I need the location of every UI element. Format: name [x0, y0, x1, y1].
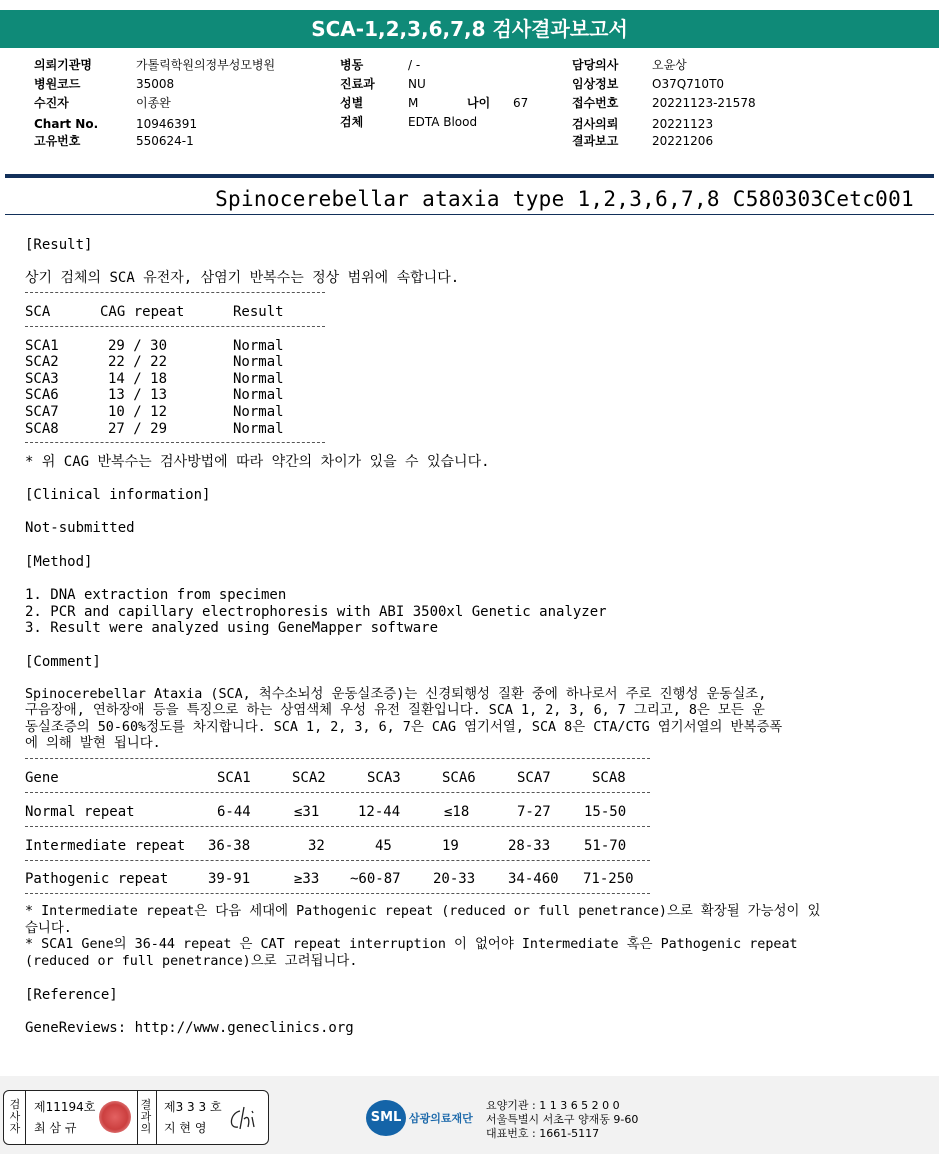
info-label: 수진자: [34, 96, 69, 110]
gene-cell: 45: [375, 838, 392, 854]
info-label: 고유번호: [34, 134, 81, 148]
info-value: 10946391: [136, 117, 198, 131]
info-value: 20221123: [652, 117, 714, 131]
result-gene: SCA7: [25, 404, 59, 420]
method-heading: [Method]: [25, 554, 93, 570]
info-value: 오윤상: [652, 58, 687, 72]
report-title: SCA-1,2,3,6,7,8 검사결과보고서: [0, 10, 939, 48]
gene-header: SCA8: [592, 770, 626, 786]
signature-box: [3, 1090, 269, 1145]
result-cag: 22 / 22: [108, 354, 168, 370]
label-char: 자: [9, 1122, 21, 1135]
result-note: * 위 CAG 반복수는 검사방법에 따라 약간의 차이가 있을 수 있습니다.: [25, 454, 490, 470]
result-status: Normal: [233, 404, 284, 420]
gene-cell: 39-91: [208, 871, 251, 887]
gene-cell: 7-27: [517, 804, 551, 820]
info-label: 검사의뢰: [572, 117, 619, 131]
info-label: 성별: [340, 96, 364, 110]
gene-cell: 15-50: [584, 804, 627, 820]
result-cag: 10 / 12: [108, 404, 168, 420]
test-title: [215, 186, 914, 212]
gene-cell: 20-33: [433, 871, 476, 887]
divider: [25, 442, 325, 443]
inspector-number: 제11194호: [34, 1100, 96, 1114]
result-gene: SCA2: [25, 354, 59, 370]
info-value: EDTA Blood: [408, 115, 478, 129]
gene-row-label: Normal repeat: [25, 804, 135, 820]
result-status: Normal: [233, 387, 284, 403]
method-line: 3. Result were analyzed using GeneMapper software: [25, 620, 439, 636]
info-value: 67: [513, 96, 529, 110]
divider: [156, 1091, 157, 1144]
info-value: 20221206: [652, 134, 714, 148]
comment-paragraph: [25, 687, 782, 753]
gene-cell: 34-460: [508, 871, 559, 887]
gene-cell: 12-44: [358, 804, 401, 820]
gene-header: SCA6: [442, 770, 476, 786]
result-gene: SCA6: [25, 387, 59, 403]
gene-header: Gene: [25, 770, 59, 786]
gene-row-label: Intermediate repeat: [25, 838, 186, 854]
label-char: 사: [9, 1110, 21, 1123]
org-info: 요양기관 : 1 1 3 6 5 2 0 0: [486, 1099, 620, 1112]
gene-cell: ≤18: [444, 804, 470, 820]
test-name: Spinocerebellar ataxia type 1,2,3,6,7,8: [215, 187, 720, 211]
gene-cell: ≤31: [294, 804, 320, 820]
clinical-text: Not-submitted: [25, 520, 135, 536]
gene-header: SCA3: [367, 770, 401, 786]
info-value: O37Q710T0: [652, 77, 725, 91]
reference-heading: [Reference]: [25, 987, 118, 1003]
divider: [25, 1091, 26, 1144]
info-value: 20221123-21578: [652, 96, 756, 110]
result-gene: SCA8: [25, 421, 59, 437]
gene-cell: ≥33: [294, 871, 320, 887]
result-cag: 29 / 30: [108, 338, 168, 354]
divider: [25, 792, 650, 793]
info-label: 병동: [340, 58, 364, 72]
org-phone: 대표번호 : 1661-5117: [486, 1127, 600, 1140]
result-cag: 13 / 13: [108, 387, 168, 403]
gene-cell: 71-250: [583, 871, 634, 887]
info-value: NU: [408, 77, 426, 91]
info-label: 담당의사: [572, 58, 619, 72]
label-char: 결: [140, 1098, 152, 1111]
gene-cell: 32: [308, 838, 325, 854]
comment-note: * SCA1 Gene의 36-44 repeat 은 CAT repeat interruption 이 없어야 Intermediate 혹은 Pathogenic repeat: [25, 937, 798, 953]
info-label: 검체: [340, 115, 364, 129]
result-status: Normal: [233, 354, 284, 370]
comment-heading: [Comment]: [25, 654, 101, 670]
signature-icon: [226, 1105, 264, 1133]
info-label: 나이: [467, 96, 491, 110]
gene-cell: 36-38: [208, 838, 251, 854]
info-value: 가톨릭학원의정부성모병원: [136, 58, 276, 72]
info-label: 의뢰기관명: [34, 58, 92, 72]
approver-name: 지 현 영: [164, 1121, 207, 1135]
info-value: 이종완: [136, 96, 171, 110]
result-gene: SCA1: [25, 338, 59, 354]
gene-header: SCA1: [217, 770, 251, 786]
org-address: 서울특별시 서초구 양재동 9-60: [486, 1113, 639, 1126]
method-line: 2. PCR and capillary electrophoresis with ABI 3500xl Genetic analyzer: [25, 604, 607, 620]
org-name: 삼광의료재단: [409, 1112, 473, 1125]
divider: [5, 214, 934, 215]
comment-notes: [25, 904, 820, 970]
label-char: 의: [140, 1122, 152, 1135]
result-heading: [Result]: [25, 237, 93, 253]
info-label: Chart No.: [34, 117, 99, 131]
comment-note: * Intermediate repeat은 다음 세대에 Pathogenic repeat (reduced or full penetrance)으로 확장될 가능성이 있: [25, 904, 821, 919]
result-summary: 상기 검체의 SCA 유전자, 삼염기 반복수는 정상 범위에 속합니다.: [25, 270, 460, 286]
test-code: C580303Cetc001: [732, 187, 914, 211]
info-label: 진료과: [340, 77, 375, 91]
method-line: 1. DNA extraction from specimen: [25, 587, 287, 603]
divider: [25, 758, 650, 759]
result-cag: 27 / 29: [108, 421, 168, 437]
info-label: 임상정보: [572, 77, 619, 91]
sml-logo-icon: SML: [366, 1100, 406, 1136]
info-value: M: [408, 96, 419, 110]
gene-cell: ~60-87: [350, 871, 401, 887]
result-gene: SCA3: [25, 371, 59, 387]
info-value: 550624-1: [136, 134, 194, 148]
info-label: 결과보고: [572, 134, 619, 148]
gene-cell: 19: [442, 838, 459, 854]
divider: [25, 893, 650, 894]
gene-header: SCA7: [517, 770, 551, 786]
divider: [25, 326, 325, 327]
gene-cell: 51-70: [584, 838, 627, 854]
comment-line: 에 의해 발현 됩니다.: [25, 736, 161, 752]
divider: [25, 292, 325, 293]
info-label: 접수번호: [572, 96, 619, 110]
comment-line: Spinocerebellar Ataxia (SCA, 척수소뇌성 운동실조증)는 신경퇴행성 질환 중에 하나로서 주로 진행성 운동실조,: [25, 687, 767, 702]
seal-icon: [99, 1101, 131, 1133]
result-header-cag: CAG repeat: [100, 304, 185, 320]
gene-cell: 6-44: [217, 804, 251, 820]
result-status: Normal: [233, 421, 284, 437]
result-header-result: Result: [233, 304, 284, 320]
comment-line: 구음장애, 연하장애 등을 특징으로 하는 상염색체 우성 유전 질환입니다. SCA 1, 2, 3, 6, 7 그리고, 8은 모든 운: [25, 703, 765, 719]
divider: [25, 860, 650, 861]
divider: [5, 174, 934, 178]
reference-text: GeneReviews: http://www.geneclinics.org: [25, 1020, 354, 1036]
gene-cell: 28-33: [508, 838, 551, 854]
approver-number: 제3 3 3 호: [164, 1100, 222, 1114]
label-char: 과: [140, 1110, 152, 1123]
info-label: 병원코드: [34, 77, 81, 91]
inspector-name: 최 삼 규: [34, 1121, 77, 1135]
comment-line: 동실조증의 50-60%정도를 차지합니다. SCA 1, 2, 3, 6, 7은 CAG 염기서열, SCA 8은 CTA/CTG 염기서열의 반복증폭: [25, 719, 783, 735]
gene-row-label: Pathogenic repeat: [25, 871, 169, 887]
comment-note: 습니다.: [25, 920, 72, 936]
result-status: Normal: [233, 338, 284, 354]
info-value: / -: [408, 58, 421, 72]
result-status: Normal: [233, 371, 284, 387]
approver-label: [139, 1099, 153, 1135]
gene-header: SCA2: [292, 770, 326, 786]
result-cag: 14 / 18: [108, 371, 168, 387]
result-header-sca: SCA: [25, 304, 51, 320]
divider: [25, 826, 650, 827]
clinical-heading: [Clinical information]: [25, 487, 211, 503]
divider: [137, 1091, 138, 1144]
info-value: 35008: [136, 77, 175, 91]
inspector-label: [8, 1099, 22, 1135]
comment-note: (reduced or full penetrance)으로 고려됩니다.: [25, 953, 358, 969]
label-char: 검: [9, 1098, 21, 1111]
